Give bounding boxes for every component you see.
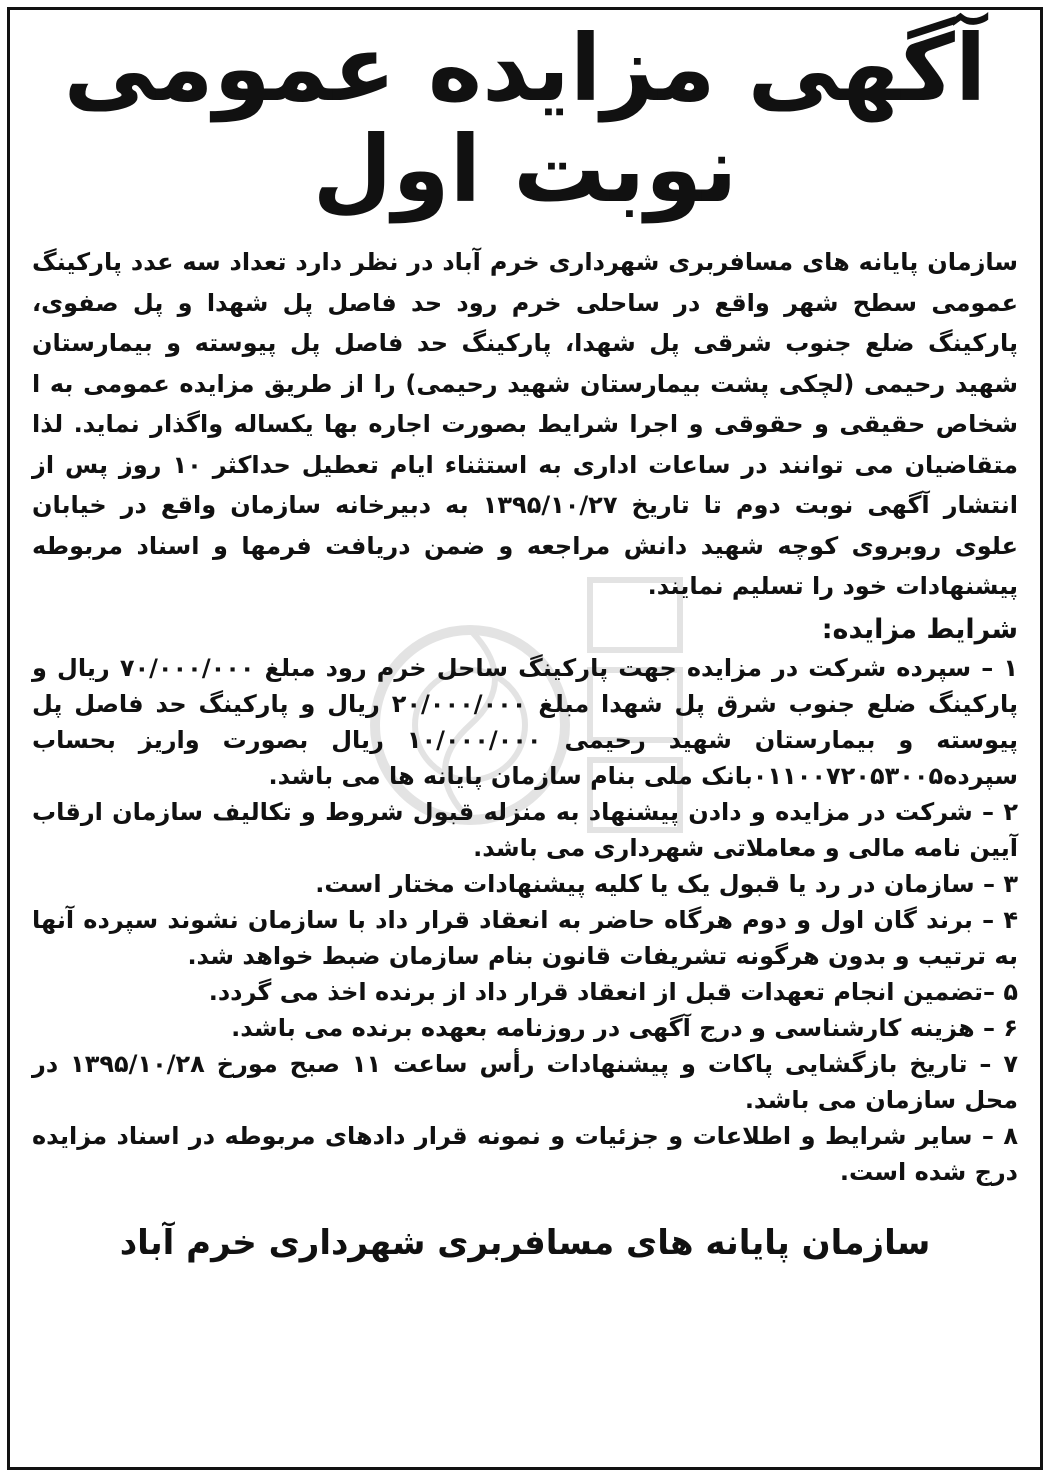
condition-item: ۶ – هزینه کارشناسی و درج آگهی در روزنامه بعهده برنده می باشد.: [231, 1013, 1018, 1042]
condition-item: ۵ –تضمین انجام تعهدات قبل از انعقاد قرار داد از برنده اخذ می گردد.: [208, 977, 1018, 1006]
intro-paragraph: سازمان پایانه های مسافربری شهرداری خرم آباد در نظر دارد تعداد سه عدد پارکینگ عمومی سطح شهر واقع در ساحلی خرم رود حد فاصل پل شهدا و پل صفوی، پارکینگ ضلع جنوب شرقی پل شهدا، پارکینگ حد فاصل پل پیوسته و بیمارستان شهید رحیمی (لچکی پشت بیمارستان شهید رحیمی) را از طریق مزایده عمومی به ا شخاص حقیقی و حقوقی و اجرا شرایط بصورت اجاره بها یکساله واگذار نماید. لذا متقاضیان می توانند در ساعات اداری به استثناء ایام تعطیل حداکثر ۱۰ روز پس از انتشار آگهی نوبت دوم تا تاریخ ۱۳۹۵/۱۰/۲۷ به دبیرخانه سازمان واقع در خیابان علوی روبروی کوچه شهید دانش مراجعه و ضمن دریافت فرمها و اسناد مربوطه پیشنهادات خود را تسلیم نمایند.: [32, 248, 1018, 600]
condition-item: ۲ – شرکت در مزایده و دادن پیشنهاد به منزله قبول شروط و تکالیف سازمان ارقاب آیین نامه مالی و معاملاتی شهرداری می باشد.: [32, 797, 1018, 862]
notice-content: [32, 15, 1018, 1268]
condition-item: ۴ – برند گان اول و دوم هرگاه حاضر به انعقاد قرار داد با سازمان نشوند سپرده آنها به ترتیب و بدون هرگونه تشریفات قانون بنام سازمان ضبط خواهد شد.: [32, 905, 1018, 970]
condition-item: ۸ – سایر شرایط و اطلاعات و جزئیات و نمونه قرار دادهای مربوطه در اسناد مزایده درج شده است.: [32, 1121, 1018, 1186]
notice-subtitle: نوبت اول: [312, 116, 738, 223]
notice-title: آگهی مزایده عمومی: [63, 15, 987, 122]
condition-item: ۷ – تاریخ بازگشایی پاکات و پیشنهادات رأس ساعت ۱۱ صبح مورخ ۱۳۹۵/۱۰/۲۸ در محل سازمان می باشد.: [32, 1049, 1018, 1114]
condition-item: ۱ – سپرده شرکت در مزایده جهت پارکینگ ساحل خرم رود مبلغ ۷۰/۰۰۰/۰۰۰ ریال و پارکینگ ضلع جنوب شرق پل شهدا مبلغ ۲۰/۰۰۰/۰۰۰ ریال و پارکینگ حد فاصل پل پیوسته و بیمارستان شهید رحیمی ۱۰/۰۰۰/۰۰۰ ریال بصورت واریز بحساب سپرده۰۱۱۰۰۷۲۰۵۳۰۰۵بانک ملی بنام سازمان پایانه ها می باشد.: [32, 653, 1018, 790]
condition-item: ۳ – سازمان در رد یا قبول یک یا کلیه پیشنهادات مختار است.: [315, 869, 1018, 898]
issuer-signature: سازمان پایانه های مسافربری شهرداری خرم آباد: [119, 1222, 931, 1263]
conditions-list: [32, 650, 1018, 1190]
conditions-heading: شرایط مزایده:: [821, 613, 1018, 645]
